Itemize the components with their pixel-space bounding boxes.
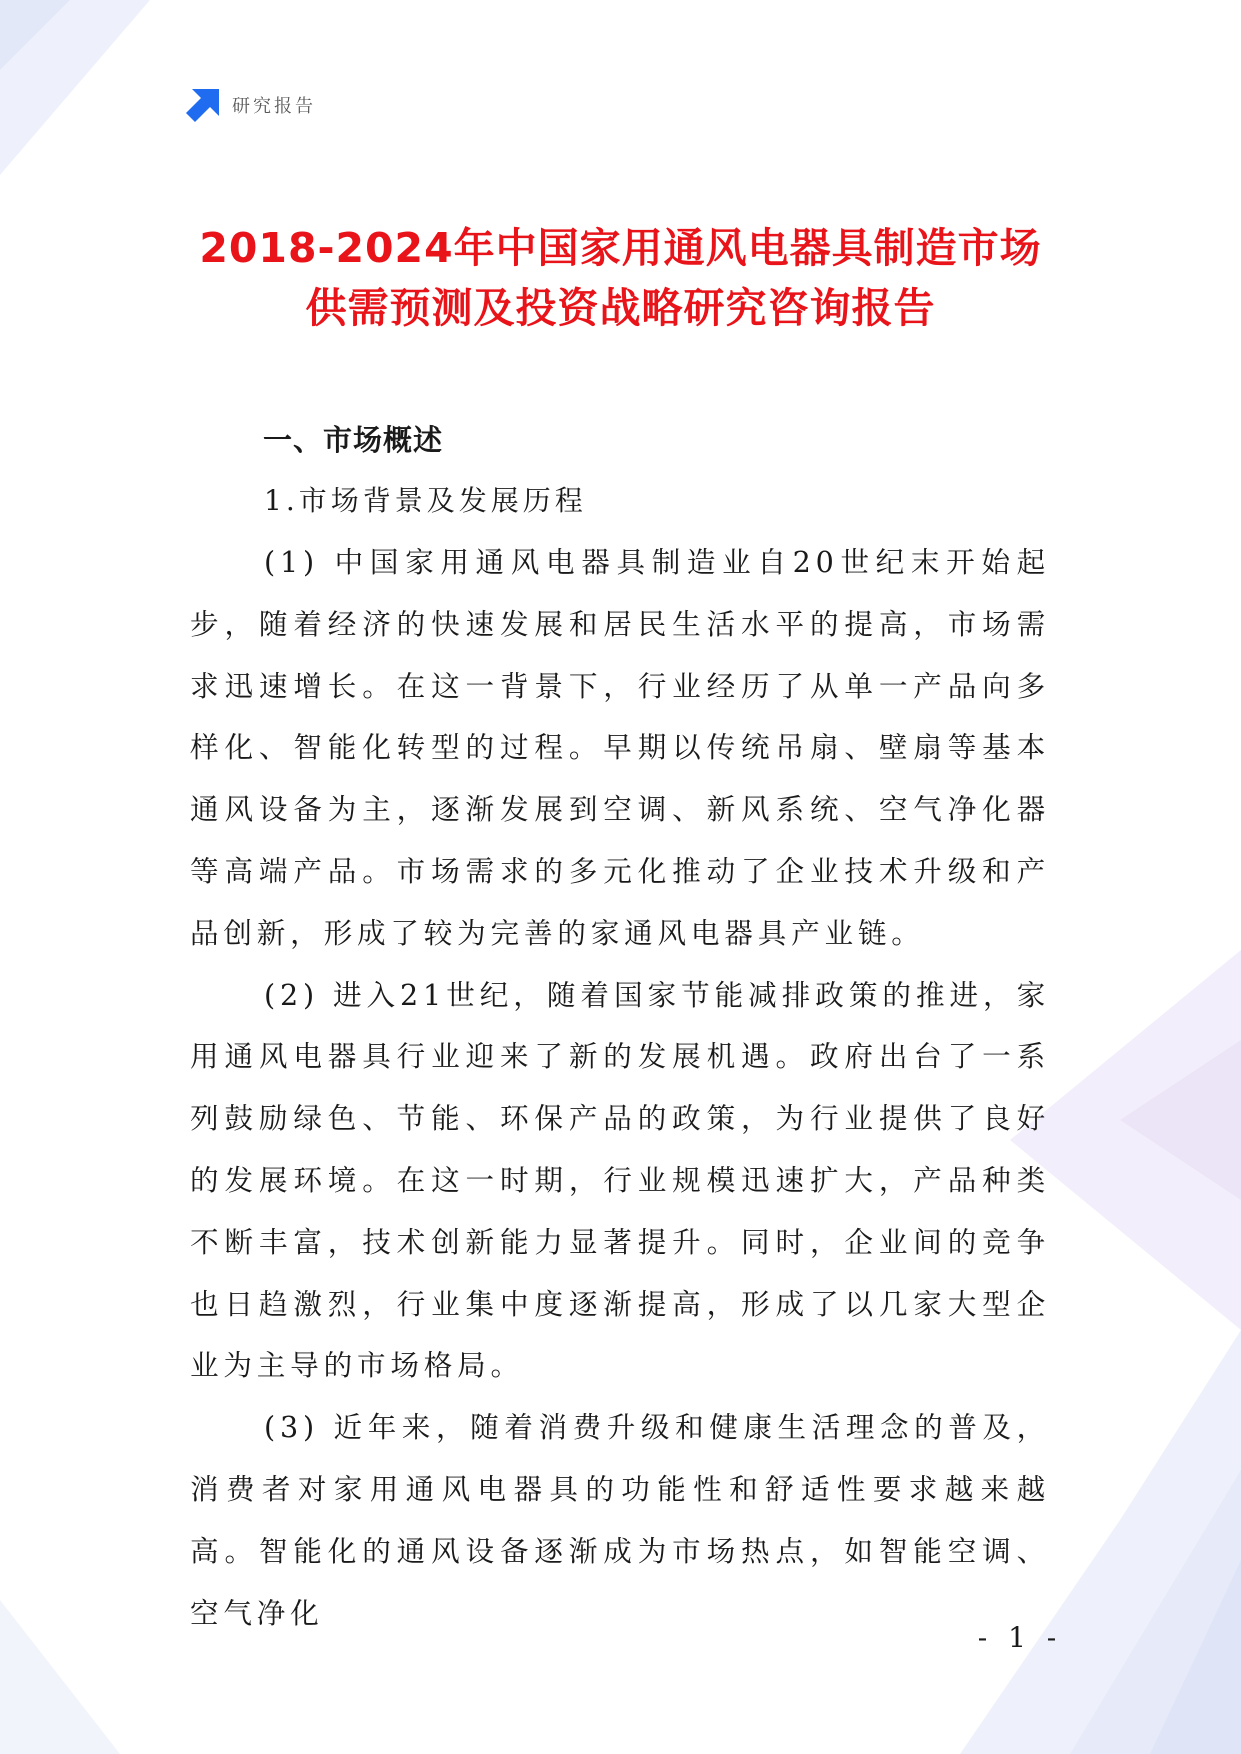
- title-line-1: 2018-2024年中国家用通风电器具制造市场: [199, 224, 1042, 272]
- paragraph-3: (3) 近年来，随着消费升级和健康生活理念的普及，消费者对家用通风电器具的功能性和舒适性要求越来越高。智能化的通风设备逐渐成为市场热点，如智能空调、空气净化: [190, 1410, 1050, 1630]
- title-line-2: 供需预测及投资战略研究咨询报告: [305, 284, 936, 332]
- page-number: - 1 -: [977, 1621, 1063, 1654]
- arrow-up-right-icon: [186, 88, 220, 122]
- subsection-heading: 1.市场背景及发展历程: [264, 484, 587, 517]
- report-header: [186, 87, 316, 123]
- section-heading: 一、市场概述: [263, 423, 444, 457]
- paragraph-2: (2) 进入21世纪，随着国家节能减排政策的推进，家用通风电器具行业迎来了新的发展机遇。政府出台了一系列鼓励绿色、节能、环保产品的政策，为行业提供了良好的发展环境。在这一时期，行业规模迅速扩大，产品种类不断丰富，技术创新能力显著提升。同时，企业间的竞争也日趋激烈，行业集中度逐渐提高，形成了以几家大型企业为主导的市场格局。: [190, 977, 1050, 1383]
- header-label: 研究报告: [232, 96, 316, 117]
- paragraph-1: (1) 中国家用通风电器具制造业自20世纪末开始起步，随着经济的快速发展和居民生活水平的提高，市场需求迅速增长。在这一背景下，行业经历了从单一产品向多样化、智能化转型的过程。早期以传统吊扇、壁扇等基本通风设备为主，逐渐发展到空调、新风系统、空气净化器等高端产品。市场需求的多元化推动了企业技术升级和产品创新，形成了较为完善的家通风电器具产业链。: [190, 545, 1050, 950]
- document-title: [150, 218, 1091, 338]
- body-text: [190, 532, 1050, 1644]
